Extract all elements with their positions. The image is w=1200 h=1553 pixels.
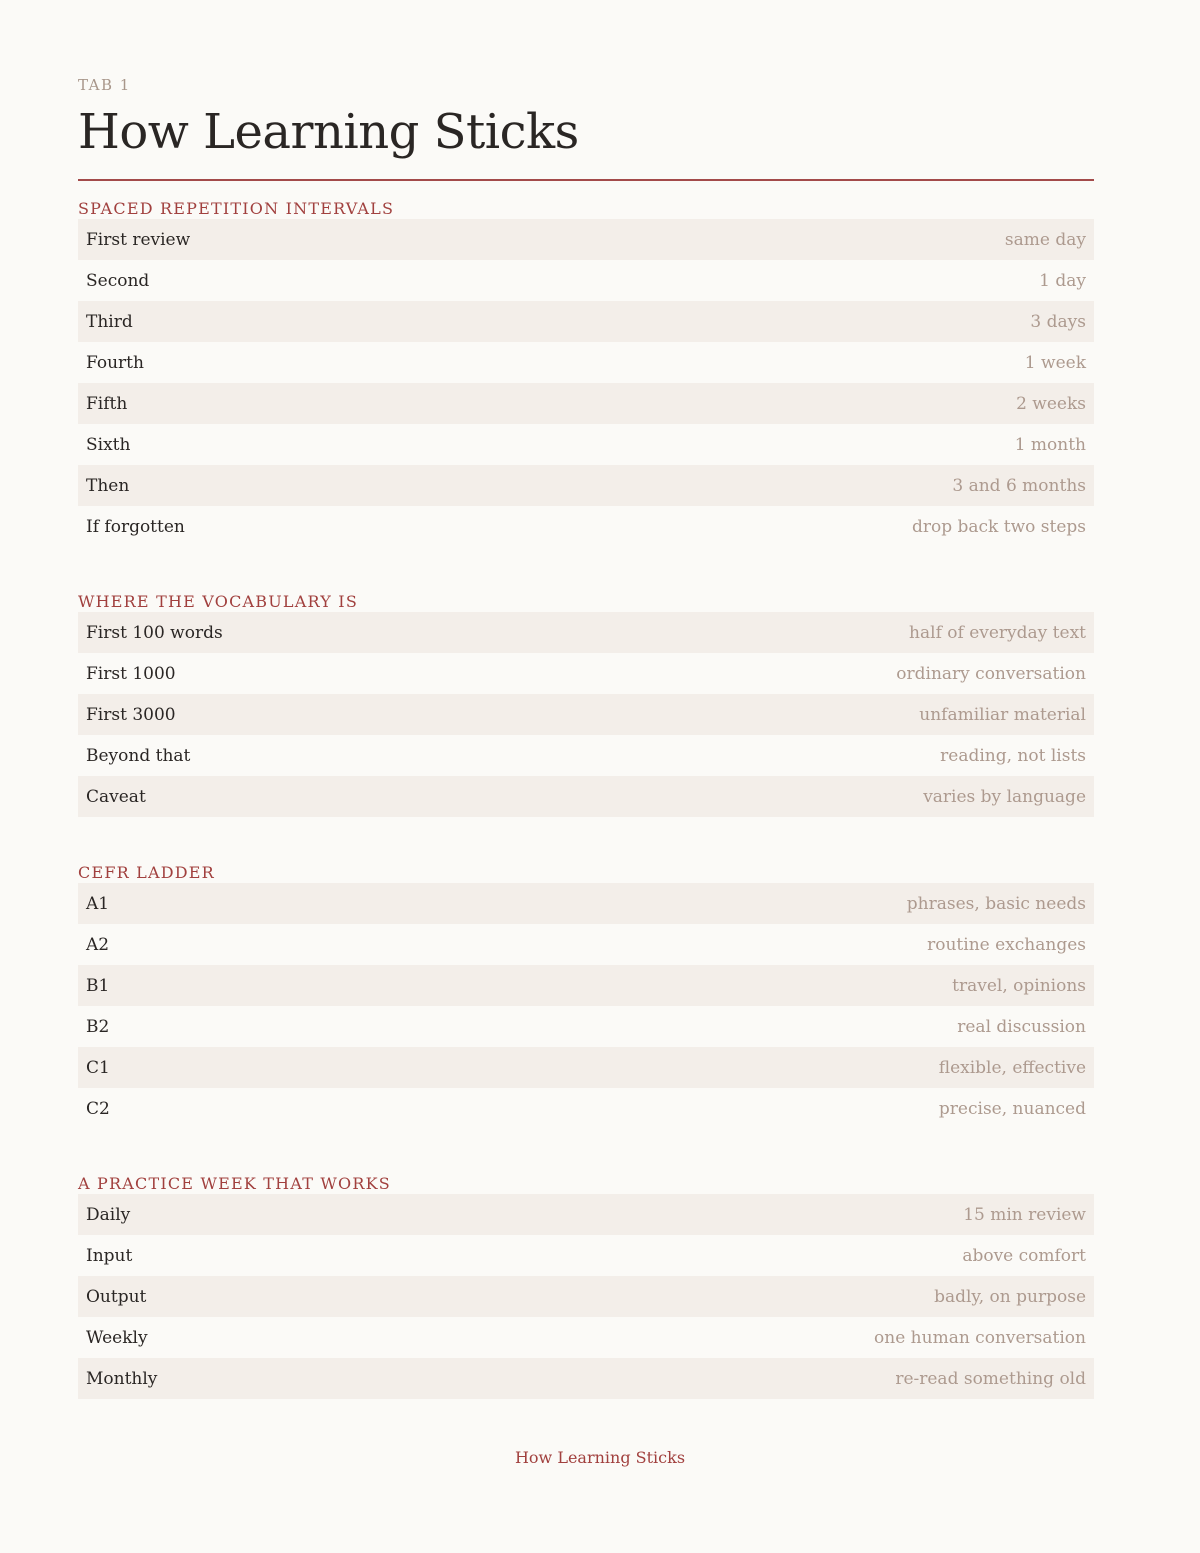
row-label: B1 <box>86 975 110 996</box>
row-label: Third <box>86 311 133 332</box>
section-spaced-repetition <box>78 199 1094 547</box>
list-item <box>78 883 1094 924</box>
row-label: C1 <box>86 1057 110 1078</box>
row-label: First review <box>86 229 191 250</box>
list-item <box>78 260 1094 301</box>
row-value: flexible, effective <box>938 1057 1086 1078</box>
section-vocabulary <box>78 592 1094 817</box>
row-value: varies by language <box>923 786 1086 807</box>
list-item <box>78 342 1094 383</box>
row-label: If forgotten <box>86 516 185 537</box>
vocabulary-list <box>78 612 1094 817</box>
row-value: reading, not lists <box>940 745 1086 766</box>
row-value: 15 min review <box>963 1204 1086 1225</box>
list-item <box>78 219 1094 260</box>
list-item <box>78 1358 1094 1399</box>
row-label: Fourth <box>86 352 144 373</box>
row-label: B2 <box>86 1016 110 1037</box>
list-item <box>78 1276 1094 1317</box>
section-title: WHERE THE VOCABULARY IS <box>78 592 358 611</box>
row-label: Caveat <box>86 786 146 807</box>
tab-label: TAB 1 <box>78 76 131 94</box>
row-value: 1 month <box>1014 434 1086 455</box>
practice-list <box>78 1194 1094 1399</box>
row-value: unfamiliar material <box>919 704 1086 725</box>
page-footer: How Learning Sticks <box>514 1448 686 1467</box>
row-label: Sixth <box>86 434 131 455</box>
cefr-list <box>78 883 1094 1129</box>
row-value: 1 week <box>1024 352 1086 373</box>
row-label: Monthly <box>86 1368 158 1389</box>
list-item <box>78 924 1094 965</box>
list-item <box>78 506 1094 547</box>
list-item <box>78 1006 1094 1047</box>
section-title: SPACED REPETITION INTERVALS <box>78 199 395 218</box>
list-item <box>78 301 1094 342</box>
row-label: First 3000 <box>86 704 176 725</box>
row-label: Second <box>86 270 150 291</box>
row-value: precise, nuanced <box>938 1098 1086 1119</box>
row-value: phrases, basic needs <box>906 893 1086 914</box>
row-label: Daily <box>86 1204 131 1225</box>
row-label: First 100 words <box>86 622 223 643</box>
page-title: How Learning Sticks <box>78 104 579 160</box>
row-label: A1 <box>86 893 110 914</box>
row-value: one human conversation <box>874 1327 1086 1348</box>
row-value: real discussion <box>957 1016 1086 1037</box>
row-label: First 1000 <box>86 663 176 684</box>
row-value: travel, opinions <box>952 975 1086 996</box>
list-item <box>78 965 1094 1006</box>
row-value: 2 weeks <box>1016 393 1086 414</box>
row-value: drop back two steps <box>911 516 1086 537</box>
list-item <box>78 612 1094 653</box>
list-item <box>78 424 1094 465</box>
list-item <box>78 694 1094 735</box>
row-label: C2 <box>86 1098 110 1119</box>
row-value: ordinary conversation <box>896 663 1086 684</box>
section-practice-week <box>78 1174 1094 1399</box>
list-item <box>78 1317 1094 1358</box>
row-label: Fifth <box>86 393 128 414</box>
row-value: routine exchanges <box>927 934 1086 955</box>
row-value: re-read something old <box>895 1368 1086 1389</box>
interval-list <box>78 219 1094 547</box>
row-value: 1 day <box>1039 270 1086 291</box>
row-label: Output <box>86 1286 147 1307</box>
section-title: A PRACTICE WEEK THAT WORKS <box>78 1174 391 1193</box>
title-divider <box>78 179 1094 181</box>
list-item <box>78 653 1094 694</box>
row-value: 3 days <box>1030 311 1086 332</box>
list-item <box>78 735 1094 776</box>
row-value: half of everyday text <box>909 622 1086 643</box>
row-label: Input <box>86 1245 133 1266</box>
list-item <box>78 1235 1094 1276</box>
row-label: Weekly <box>86 1327 148 1348</box>
list-item <box>78 1088 1094 1129</box>
list-item <box>78 465 1094 506</box>
row-value: above comfort <box>962 1245 1086 1266</box>
row-value: same day <box>1004 229 1086 250</box>
list-item <box>78 383 1094 424</box>
row-label: Then <box>86 475 130 496</box>
row-value: 3 and 6 months <box>952 475 1086 496</box>
list-item <box>78 776 1094 817</box>
list-item <box>78 1194 1094 1235</box>
section-title: CEFR LADDER <box>78 863 215 882</box>
list-item <box>78 1047 1094 1088</box>
section-cefr-ladder <box>78 863 1094 1129</box>
row-label: A2 <box>86 934 110 955</box>
row-label: Beyond that <box>86 745 191 766</box>
row-value: badly, on purpose <box>934 1286 1086 1307</box>
